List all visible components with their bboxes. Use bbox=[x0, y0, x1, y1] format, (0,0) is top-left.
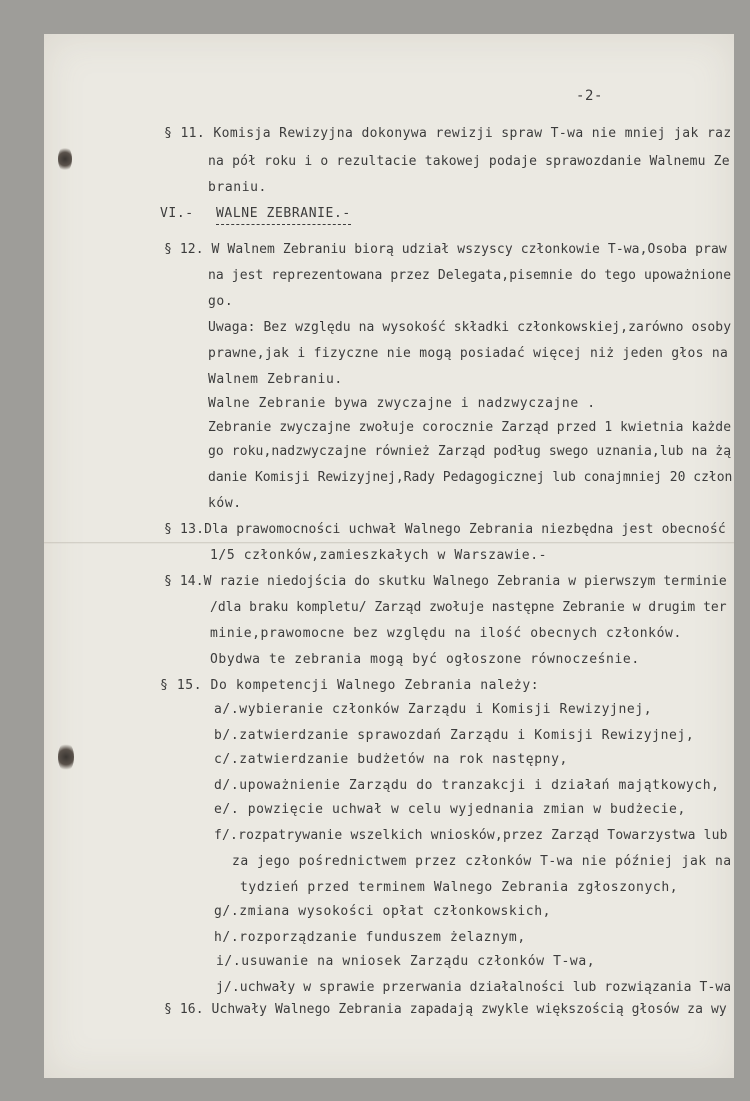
list-item: c/.zatwierdzanie budżetów na rok następny, bbox=[214, 752, 568, 767]
list-item: i/.usuwanie na wniosek Zarządu członków T-wa, bbox=[216, 954, 596, 969]
list-item: h/.rozporządzanie funduszem żelaznym, bbox=[214, 930, 526, 945]
paragraph-16-line: § 16. Uchwały Walnego Zebrania zapadają zwykle większością głosów za wy bbox=[164, 1002, 727, 1017]
document-page bbox=[44, 34, 734, 1078]
paragraph-12-line: na jest reprezentowana przez Delegata,pisemnie do tego upoważnione bbox=[208, 268, 732, 283]
paragraph-12-line: go roku,nadzwyczajne również Zarząd podług swego uznania,lub na żą bbox=[208, 444, 732, 459]
paragraph-12-line: Walne Zebranie bywa zwyczajne i nadzwyczajne . bbox=[208, 396, 596, 411]
page-number: -2- bbox=[576, 88, 604, 104]
paragraph-14-line: /dla braku kompletu/ Zarząd zwołuje następne Zebranie w drugim ter bbox=[210, 600, 727, 615]
list-item: a/.wybieranie członków Zarządu i Komisji Rewizyjnej, bbox=[214, 702, 653, 717]
section-number: VI.- bbox=[160, 206, 194, 221]
paragraph-13-line: 1/5 członków,zamieszkałych w Warszawie.- bbox=[210, 548, 548, 563]
paragraph-14-line: Obydwa te zebrania mogą być ogłoszone równocześnie. bbox=[210, 652, 640, 667]
list-item: j/.uchwały w sprawie przerwania działalności lub rozwiązania T-wa bbox=[216, 980, 732, 995]
paragraph-12-line: Zebranie zwyczajne zwołuje corocznie Zarząd przed 1 kwietnia każde bbox=[208, 420, 732, 435]
list-item: e/. powzięcie uchwał w celu wyjednania zmian w budżecie, bbox=[214, 802, 686, 817]
paragraph-12-line: prawne,jak i fizyczne nie mogą posiadać więcej niż jeden głos na bbox=[208, 346, 729, 361]
paragraph-12-line: go. bbox=[208, 294, 234, 309]
paragraph-12-line: Walnem Zebraniu. bbox=[208, 372, 343, 387]
paragraph-12-line: ków. bbox=[208, 496, 242, 511]
paragraph-15-line: § 15. Do kompetencji Walnego Zebrania należy: bbox=[160, 678, 540, 693]
list-item: za jego pośrednictwem przez członków T-wa nie później jak na bbox=[232, 854, 732, 869]
paragraph-12-line: Uwaga: Bez względu na wysokość składki członkowskiej,zarówno osoby bbox=[208, 320, 732, 335]
list-item: f/.rozpatrywanie wszelkich wniosków,przez Zarząd Towarzystwa lub bbox=[214, 828, 728, 843]
list-item: b/.zatwierdzanie sprawozdań Zarządu i Komisji Rewizyjnej, bbox=[214, 728, 695, 743]
paragraph-11-line: braniu. bbox=[208, 180, 267, 195]
section-heading: WALNE ZEBRANIE.- bbox=[216, 206, 351, 225]
paragraph-14-line: § 14.W razie niedojścia do skutku Walnego Zebrania w pierwszym terminie bbox=[164, 574, 727, 589]
paragraph-12-line: § 12. W Walnem Zebraniu biorą udział wszyscy członkowie T-wa,Osoba praw bbox=[164, 242, 727, 257]
paper-fold bbox=[44, 542, 734, 544]
paragraph-11-line: na pół roku i o rezultacie takowej podaje sprawozdanie Walnemu Ze bbox=[208, 154, 730, 169]
list-item: d/.upoważnienie Zarządu do tranzakcji i działań majątkowych, bbox=[214, 778, 720, 793]
list-item: g/.zmiana wysokości opłat członkowskich, bbox=[214, 904, 552, 919]
paragraph-13-line: § 13.Dla prawomocności uchwał Walnego Zebrania niezbędna jest obecność bbox=[164, 522, 726, 537]
list-item: tydzień przed terminem Walnego Zebrania zgłoszonych, bbox=[240, 880, 679, 895]
paragraph-12-line: danie Komisji Rewizyjnej,Rady Pedagogicznej lub conajmniej 20 człon bbox=[208, 470, 733, 485]
ink-stain bbox=[58, 742, 74, 772]
paragraph-14-line: minie,prawomocne bez względu na ilość obecnych członków. bbox=[210, 626, 682, 641]
ink-stain bbox=[58, 146, 72, 172]
paragraph-11-line: § 11. Komisja Rewizyjna dokonywa rewizji spraw T-wa nie mniej jak raz bbox=[164, 126, 732, 141]
